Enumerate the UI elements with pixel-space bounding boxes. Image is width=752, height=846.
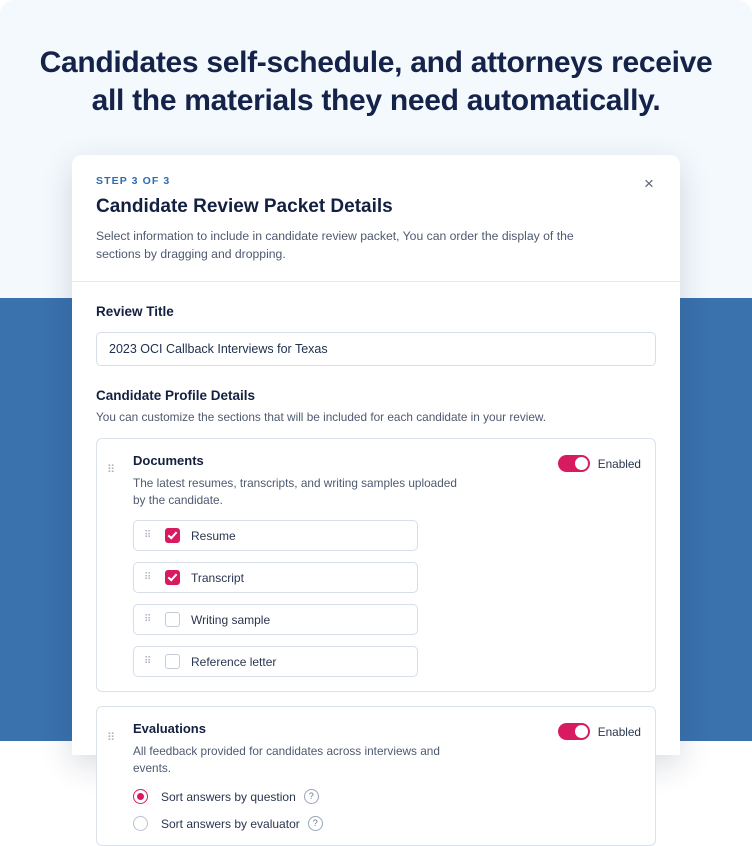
list-item-label: Transcript — [191, 570, 244, 585]
radio-option-sort-by-evaluator[interactable] — [133, 816, 641, 831]
evaluations-toggle[interactable] — [558, 723, 590, 740]
review-title-input[interactable] — [96, 332, 656, 366]
step-indicator: STEP 3 OF 3 — [96, 175, 171, 187]
drag-handle-icon[interactable]: ⠿ — [144, 530, 153, 541]
toggle-knob — [575, 725, 588, 738]
drag-handle-icon[interactable]: ⠿ — [107, 732, 117, 744]
radio-label: Sort answers by question — [161, 789, 296, 804]
spacer — [96, 366, 656, 388]
section-card-body — [123, 453, 641, 677]
evaluations-toggle-group — [558, 721, 641, 740]
list-item[interactable] — [133, 646, 418, 677]
section-title-documents: Documents — [133, 453, 204, 468]
modal-header — [72, 155, 680, 282]
documents-toggle-label: Enabled — [597, 456, 641, 471]
evaluations-toggle-label: Enabled — [597, 724, 641, 739]
list-item[interactable] — [133, 562, 418, 593]
drag-handle-icon[interactable]: ⠿ — [144, 614, 153, 625]
list-item-label: Writing sample — [191, 612, 271, 627]
drag-handle-icon[interactable]: ⠿ — [144, 572, 153, 583]
list-item[interactable] — [133, 604, 418, 635]
drag-handle-icon[interactable]: ⠿ — [107, 464, 117, 476]
candidate-profile-details-description: You can customize the sections that will be included for each candidate in your review. — [96, 410, 547, 424]
checkbox-reference-letter[interactable] — [165, 654, 180, 669]
headline-line-1: Candidates self-schedule, and attorneys receive — [39, 46, 713, 79]
section-card-documents — [96, 438, 656, 692]
close-icon[interactable]: × — [644, 174, 654, 193]
candidate-profile-details-heading: Candidate Profile Details — [96, 388, 256, 403]
section-card-evaluations — [96, 706, 656, 846]
checkbox-resume[interactable] — [165, 528, 180, 543]
section-card-header — [133, 453, 641, 509]
toggle-knob — [575, 457, 588, 470]
section-title-evaluations: Evaluations — [133, 721, 206, 736]
radio-button[interactable] — [133, 789, 148, 804]
candidate-review-packet-modal — [72, 155, 680, 831]
radio-option-sort-by-question[interactable] — [133, 789, 641, 804]
help-icon[interactable]: ? — [304, 789, 319, 804]
headline-line-2: all the materials they need automatically. — [91, 84, 661, 117]
checkbox-transcript[interactable] — [165, 570, 180, 585]
section-description-evaluations: All feedback provided for candidates across interviews and events. — [133, 744, 440, 775]
documents-toggle-group — [558, 453, 641, 472]
list-item[interactable] — [133, 520, 418, 551]
section-card-header — [133, 721, 641, 777]
help-icon[interactable]: ? — [308, 816, 323, 831]
page-title — [0, 44, 752, 120]
radio-button[interactable] — [133, 816, 148, 831]
list-item-label: Resume — [191, 528, 236, 543]
modal-title: Candidate Review Packet Details — [96, 196, 393, 217]
section-card-body — [123, 721, 641, 831]
checkbox-writing-sample[interactable] — [165, 612, 180, 627]
list-item-label: Reference letter — [191, 654, 277, 669]
documents-toggle[interactable] — [558, 455, 590, 472]
section-description-documents: The latest resumes, transcripts, and writing samples uploaded by the candidate. — [133, 476, 457, 507]
review-title-label: Review Title — [96, 304, 174, 319]
radio-label: Sort answers by evaluator — [161, 816, 300, 831]
modal-body — [72, 282, 680, 846]
drag-handle-icon[interactable]: ⠿ — [144, 656, 153, 667]
modal-subtitle: Select information to include in candidate review packet, You can order the display of the sections by dragging and dropping. — [96, 229, 574, 261]
